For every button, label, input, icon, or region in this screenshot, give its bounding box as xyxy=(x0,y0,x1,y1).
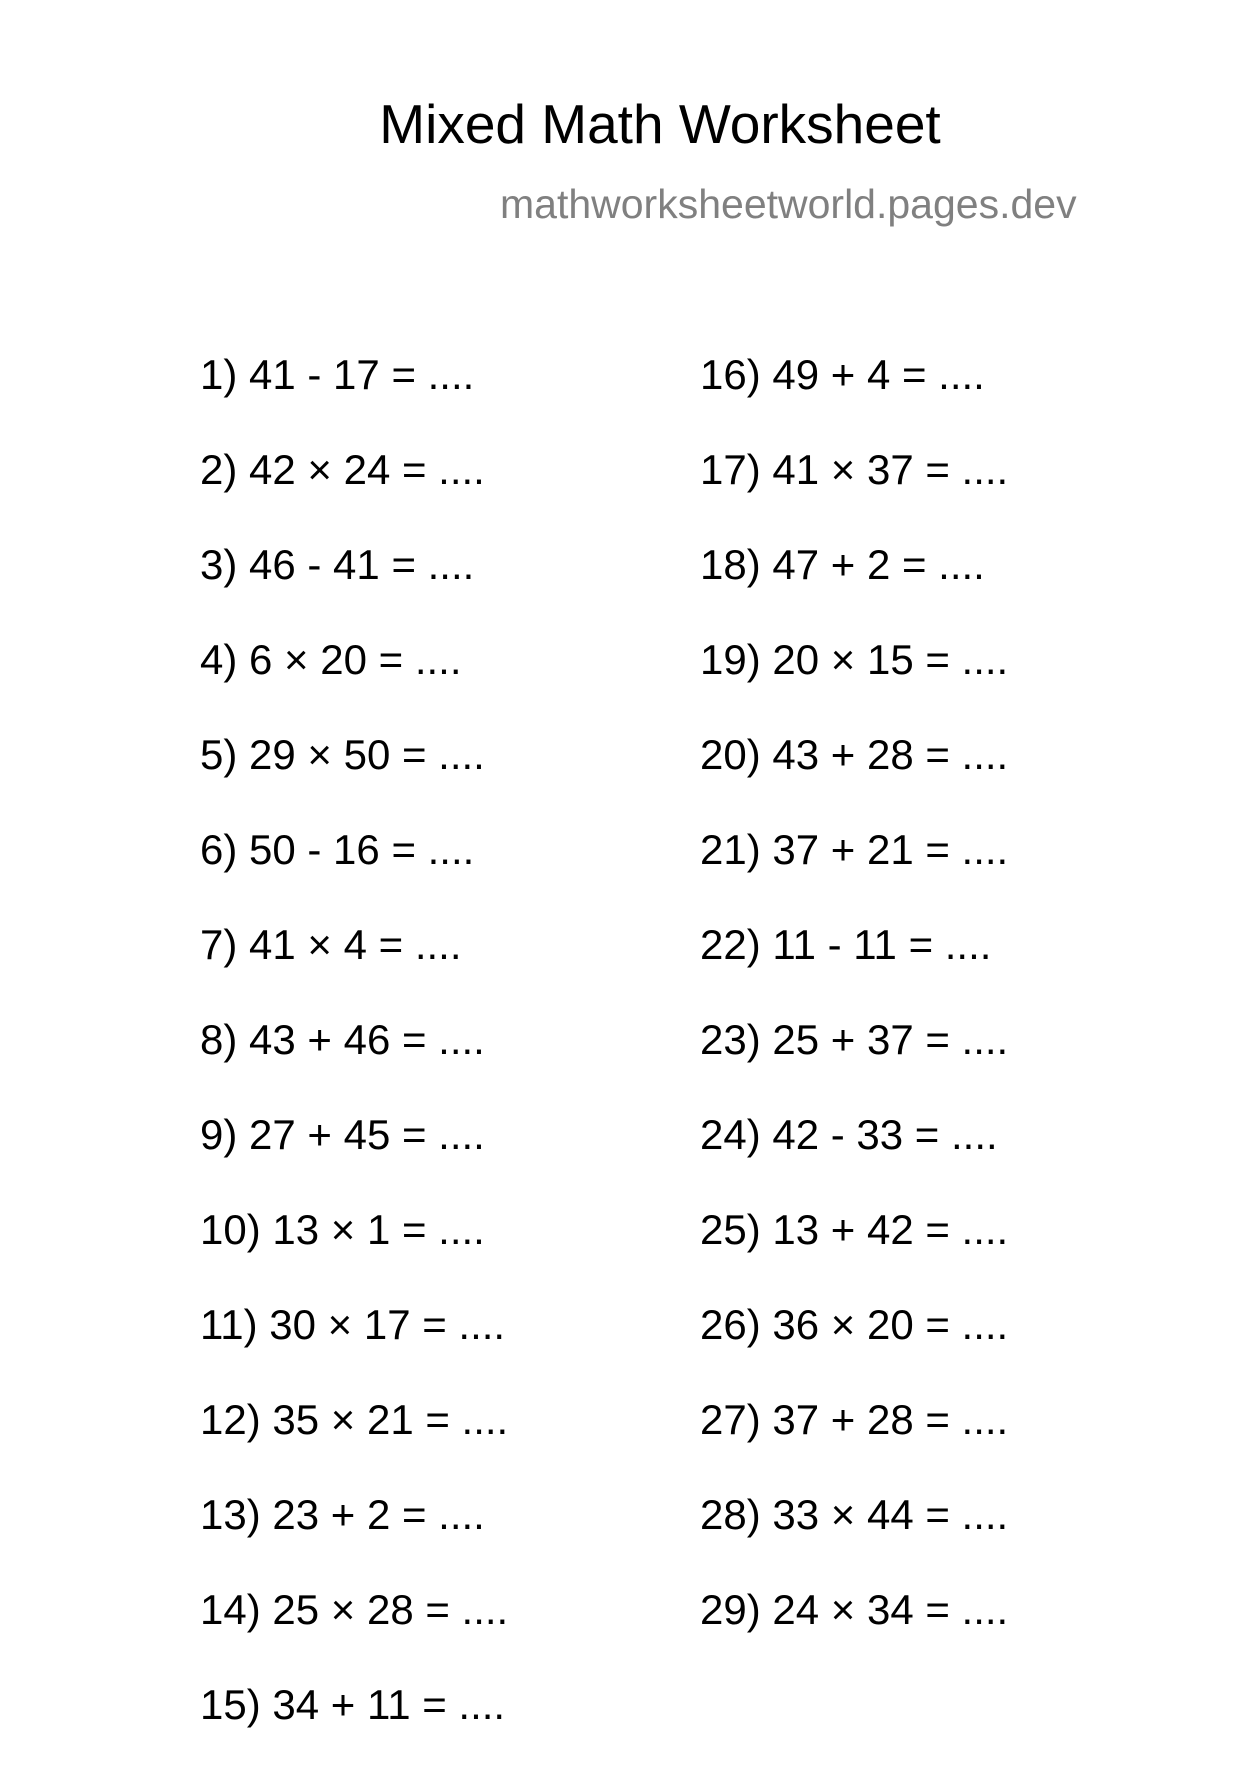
problem-item: 3) 46 - 41 = .... xyxy=(200,541,475,588)
problem-item: 23) 25 + 37 = .... xyxy=(700,1016,1009,1063)
problem-item: 12) 35 × 21 = .... xyxy=(200,1396,509,1443)
problem-column-left xyxy=(200,346,508,1771)
problem-item: 1) 41 - 17 = .... xyxy=(200,351,475,398)
problem-item: 24) 42 - 33 = .... xyxy=(700,1111,998,1158)
website-url: mathworksheetworld.pages.dev xyxy=(500,181,1077,227)
problem-item: 10) 13 × 1 = .... xyxy=(200,1206,485,1253)
problem-item: 25) 13 + 42 = .... xyxy=(700,1206,1009,1253)
problem-item: 7) 41 × 4 = .... xyxy=(200,921,462,968)
problem-item: 19) 20 × 15 = .... xyxy=(700,636,1009,683)
problem-item: 9) 27 + 45 = .... xyxy=(200,1111,485,1158)
problem-item: 28) 33 × 44 = .... xyxy=(700,1491,1009,1538)
problem-item: 17) 41 × 37 = .... xyxy=(700,446,1009,493)
problem-item: 6) 50 - 16 = .... xyxy=(200,826,475,873)
problem-item: 16) 49 + 4 = .... xyxy=(700,351,985,398)
problem-item: 21) 37 + 21 = .... xyxy=(700,826,1009,873)
problem-item: 22) 11 - 11 = .... xyxy=(700,921,992,968)
problem-item: 27) 37 + 28 = .... xyxy=(700,1396,1009,1443)
problem-item: 8) 43 + 46 = .... xyxy=(200,1016,485,1063)
problem-item: 5) 29 × 50 = .... xyxy=(200,731,485,778)
problem-item: 13) 23 + 2 = .... xyxy=(200,1491,485,1538)
problem-item: 2) 42 × 24 = .... xyxy=(200,446,485,493)
problem-item: 18) 47 + 2 = .... xyxy=(700,541,985,588)
worksheet-title: Mixed Math Worksheet xyxy=(379,93,941,155)
problem-item: 4) 6 × 20 = .... xyxy=(200,636,462,683)
problem-column-right xyxy=(700,346,1008,1676)
problem-item: 15) 34 + 11 = .... xyxy=(200,1681,506,1728)
problem-item: 26) 36 × 20 = .... xyxy=(700,1301,1009,1348)
problem-item: 11) 30 × 17 = .... xyxy=(200,1301,506,1348)
problem-item: 20) 43 + 28 = .... xyxy=(700,731,1009,778)
problem-item: 29) 24 × 34 = .... xyxy=(700,1586,1009,1633)
problem-item: 14) 25 × 28 = .... xyxy=(200,1586,509,1633)
